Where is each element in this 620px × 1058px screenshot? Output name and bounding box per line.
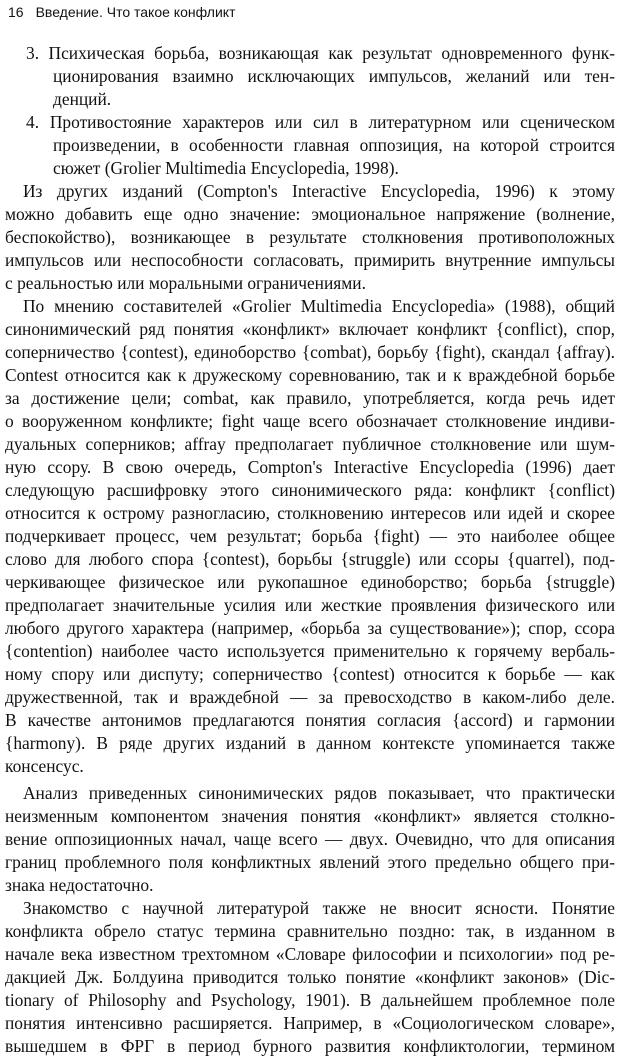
text-line: ному спору или диспуту; соперничество {contest) относится к борьбе — как <box>5 664 615 684</box>
text-line: tionary of Philosophy and Psychology, 1901). В дальнейшем проблемное поле <box>5 990 615 1010</box>
text-line: Contest относится как к дружескому соревнованию, так и к враждебной борьбе <box>5 365 615 385</box>
text-line: По мнению составителей «Grolier Multimedia Encyclopedia» (1988), общий <box>23 296 615 316</box>
text-line: дружественной, так и враждебной — за превосходство в каком-либо деле. <box>5 687 615 707</box>
text-line: консенсус. <box>5 756 84 776</box>
text-line: любого другого характера (например, «борьба за существование»); спор, ссора <box>5 618 615 638</box>
text-line: дуальных соперников; affray предполагает публичное столкновение или шум- <box>5 434 615 454</box>
text-line: ную ссору. В свою очередь, Compton's Interactive Encyclopedia (1996) дает <box>5 457 615 477</box>
text-line: синонимический ряд понятия «конфликт» включает конфликт {conflict), спор, <box>5 319 615 339</box>
running-title: Введение. Что такое конфликт <box>35 4 236 20</box>
running-header <box>8 2 236 22</box>
text-line: черкивающее физическое или рукопашное единоборство; борьба {struggle) <box>5 572 615 592</box>
text-line: ционирования взаимно исключающих импульсов, желаний или тен- <box>53 66 615 86</box>
text-line: соперничество {contest), единоборство {combat), борьбу {fight), скандал {affray). <box>5 342 615 362</box>
text-line: неизменным компонентом значения понятия «конфликт» является столкно- <box>5 806 615 826</box>
text-line: вение оппозиционных начал, чаще всего — двух. Очевидно, что для описания <box>5 829 615 849</box>
text-line: понятия интенсивно расширяется. Например, в «Социологическом словаре», <box>5 1013 615 1033</box>
text-line: 4. Противостояние характеров или сил в литературном или сценическом <box>26 112 615 132</box>
text-line: границ проблемного поля конфликтных явлений этого предельно общего при- <box>5 852 615 872</box>
text-line: {contention) наиболее часто используется применительно к горячему вербаль- <box>5 641 615 661</box>
text-line: можно добавить еще одно значение: эмоциональное напряжение (волнение, <box>5 204 615 224</box>
text-line: относится к острому разногласию, столкновению интересов или идей и скорее <box>5 503 615 523</box>
text-line: Знакомство с научной литературой также не вносит ясности. Понятие <box>23 898 615 918</box>
text-line: предполагает значительные усилия или жесткие проявления физического или <box>5 595 615 615</box>
text-line: импульсов или неспособности согласовать, примирить внутренние импульсы <box>5 250 615 270</box>
text-line: произведении, в особенности главная оппозиция, на которой строится <box>53 135 615 155</box>
text-line: с реальностью или моральными ограничениями. <box>5 273 366 293</box>
text-line: 3. Психическая борьба, возникающая как результат одновременного функ- <box>26 43 615 63</box>
text-line: начале века известном трехтомном «Словаре философии и психологии» под ре- <box>5 944 615 964</box>
text-line: сюжет (Grolier Multimedia Encyclopedia, 1998). <box>53 158 399 178</box>
text-line: следующую расшифровку этого синонимического ряда: конфликт {conflict) <box>5 480 615 500</box>
text-line: слово для любого спора {contest), борьбы {struggle) или ссоры {quarrel), под- <box>5 549 615 569</box>
text-line: подчеркивает процесс, чем результат; борьба {fight) — это наиболее общее <box>5 526 615 546</box>
text-line: Из других изданий (Compton's Interactive Encyclopedia, 1996) к этому <box>23 181 615 201</box>
text-line: Анализ приведенных синонимических рядов показывает, что практически <box>23 783 615 803</box>
text-line: за достижение цели; combat, как правило, употребляется, когда речь идет <box>5 388 615 408</box>
page-number: 16 <box>8 4 24 20</box>
text-line: {harmony). В ряде других изданий в данном контексте упоминается также <box>5 733 615 753</box>
text-line: конфликта обрело статус термина сравнительно поздно: так, в изданном в <box>5 921 615 941</box>
text-line: знака недостаточно. <box>5 875 154 895</box>
text-line: дакцией Дж. Болдуина приводится только понятие «конфликт законов» (Dic- <box>5 967 615 987</box>
text-line: беспокойство), возникающее в результате столкновения противоположных <box>5 227 615 247</box>
text-line: вышедшем в ФРГ в период бурного развития конфликтологии, термином <box>5 1036 615 1056</box>
text-line: о вооруженном конфликте; fight чаще всего обозначает столкновение индиви- <box>5 411 615 431</box>
text-line: денций. <box>53 89 112 109</box>
text-line: В качестве антонимов предлагаются понятия согласия {accord) и гармонии <box>5 710 615 730</box>
